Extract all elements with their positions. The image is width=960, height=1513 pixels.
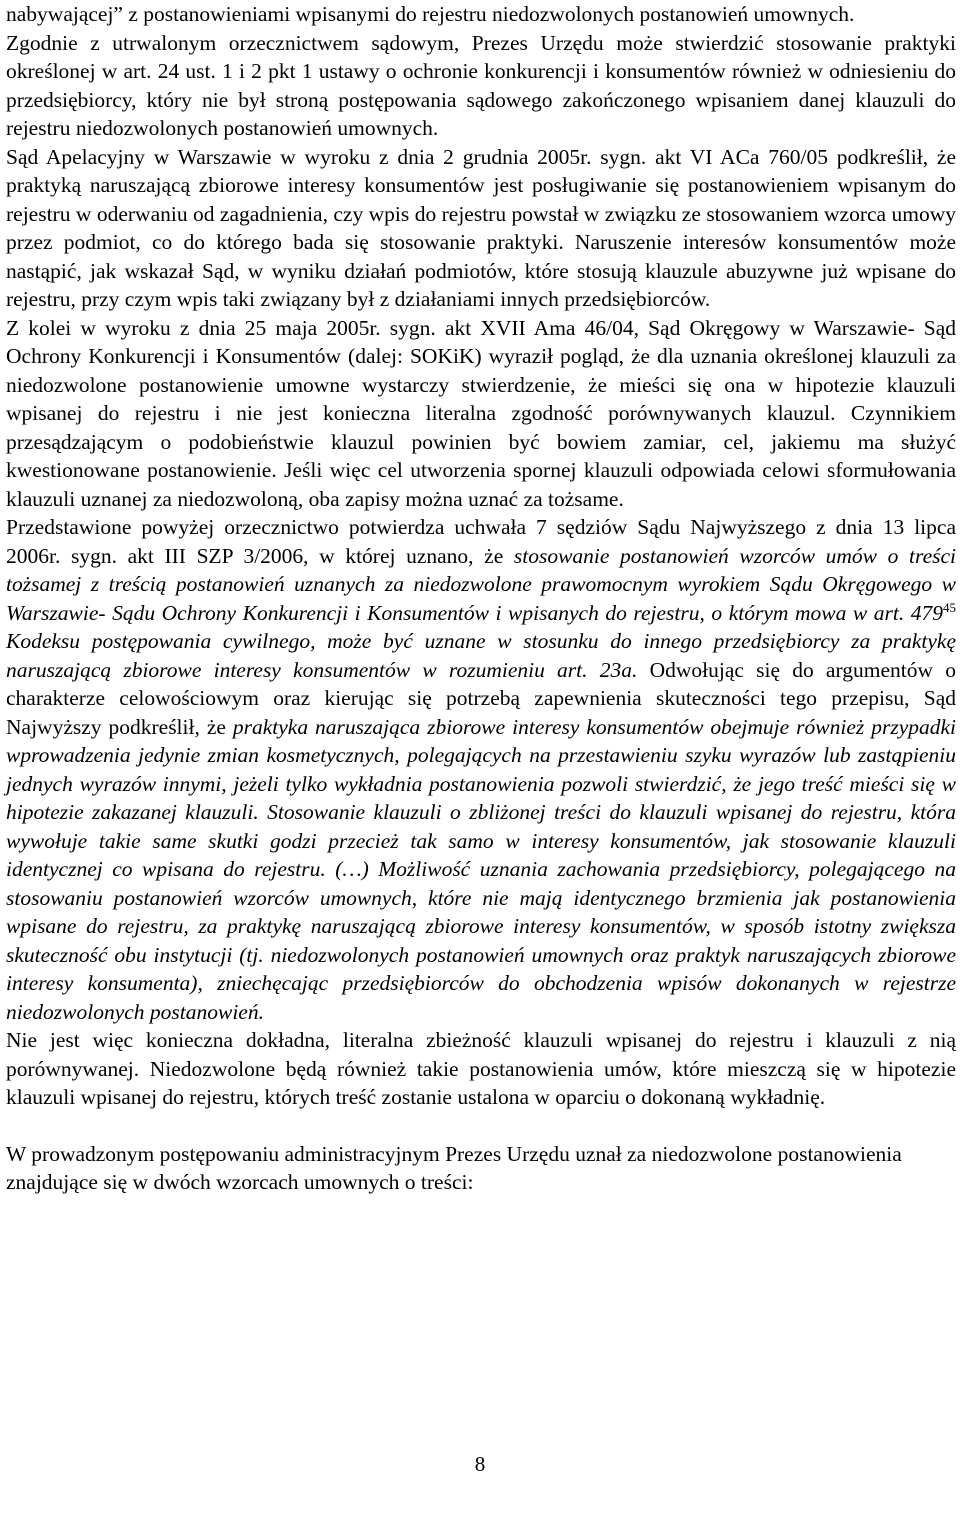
paragraph-proceedings: W prowadzonym postępowaniu administracyjnym Prezes Urzędu uznał za niedozwolone postanowienia znajdujące się w dwóch wzorcach umownych o treści:: [6, 1141, 902, 1194]
quote-supreme-court: praktyka naruszająca zbiorowe interesy konsumentów obejmuje również przypadki wprowadzenia jedynie zmian kosmetycznych, polegających na przestawieniu szyku wyrazów lub zastąpieniu jednych wyrazów innymi, jeżeli tylko wykładnia postanowienia pozwoli stwierdzić, że jego treść mieści się w hipotezie zakazanej klauzuli. Stosowanie klauzuli o zbliżonej treści do klauzuli wpisanej do rejestru, która wywołuje takie same skutki godzi przecież tak samo w interesy konsumentów, jak stosowanie klauzuli identycznej co wpisana do rejestru. (…) Możliwość uznania zachowania przedsiębiorcy, polegającego na stosowaniu postanowień wzorców umownych, które nie mają identycznego brzmienia jak postanowienia wpisane do rejestru, za praktykę naruszającą zbiorowe interesy konsumentów, w sposób istotny zwiększa skuteczność obu instytucji (tj. niedozwolonych postanowień umownych oraz praktyk naruszających zbiorowe interesy konsumenta), zniechęcając przedsiębiorców do obchodzenia wpisów dokonanych w rejestrze niedozwolonych postanowień.: [6, 714, 956, 1024]
quote-resolution: stosowanie postanowień wzorców umów o treści tożsamej z treścią postanowień uznanych za niedozwolone prawomocnym wyrokiem Sądu Okręgowego w Warszawie- Sądu Ochrony Konkurencji i Konsumentów i wpisanych do rejestru, o którym mowa w art. 479: [6, 543, 956, 625]
text-run: Odwołując się do argumentów o charakterze celowościowym oraz kierując się potrzebą zapewnienia skuteczności tego przepisu, Sąd Najwyższy podkreślił, że: [6, 657, 956, 739]
paragraph-continuation: nabywającej” z postanowieniami wpisanymi do rejestru niedozwolonych postanowień umownych.: [6, 2, 855, 26]
superscript-article-number: 45: [943, 599, 956, 615]
paragraph-supreme-court: [6, 513, 956, 1026]
document-body: [6, 0, 956, 1197]
page-number: 8: [474, 1452, 486, 1476]
text-run: Przedstawione powyżej orzecznictwo potwierdza uchwała 7 sędziów Sądu Najwyższego z dnia 13 lipca 2006r. sygn. akt III SZP 3/2006, w której uznano, że: [6, 515, 956, 568]
paragraph-case-law-intro: Zgodnie z utrwalonym orzecznictwem sądowym, Prezes Urzędu może stwierdzić stosowanie praktyki określonej w art. 24 ust. 1 i 2 pkt 1 ustawy o ochronie konkurencji i konsumentów również w odniesieniu do przedsiębiorcy, który nie był stroną postępowania sądowego zakończonego wpisaniem danej klauzuli do rejestru niedozwolonych postanowień umownych.: [6, 30, 956, 140]
paragraph-conclusion: Nie jest więc konieczna dokładna, literalna zbieżność klauzuli wpisanej do rejestru i klauzuli z nią porównywanej. Niedozwolone będą również takie postanowienia umów, które mieszczą się w hipotezie klauzuli wpisanej do rejestru, których treść zostanie ustalona w oparciu o dokonaną wykładnię.: [6, 1028, 956, 1109]
quote-resolution-continued: Kodeksu postępowania cywilnego, może być uznane w stosunku do innego przedsiębiorcy za praktykę naruszającą zbiorowe interesy konsumentów w rozumieniu art. 23a.: [6, 629, 956, 682]
paragraph-district-court: Z kolei w wyroku z dnia 25 maja 2005r. sygn. akt XVII Ama 46/04, Sąd Okręgowy w Warszawie- Sąd Ochrony Konkurencji i Konsumentów (dalej: SOKiK) wyraził pogląd, że dla uznania określonej klauzuli za niedozwolone postanowienie umowne wystarczy stwierdzenie, że mieści się ona w hipotezie klauzuli wpisanej do rejestru i nie jest konieczna literalna zgodność porównywanych klauzul. Czynnikiem przesądzającym o podobieństwie klauzul powinien być bowiem zamiar, cel, jakiemu ma służyć kwestionowane postanowienie. Jeśli więc cel utworzenia spornej klauzuli odpowiada celowi sformułowania klauzuli uznanej za niedozwoloną, oba zapisy można uznać za tożsame.: [6, 315, 956, 511]
paragraph-appeal-court: Sąd Apelacyjny w Warszawie w wyroku z dnia 2 grudnia 2005r. sygn. akt VI ACa 760/05 podkreślił, że praktyką naruszającą zbiorowe interesy konsumentów jest posługiwanie się postanowieniem wpisanym do rejestru w oderwaniu od zagadnienia, czy wpis do rejestru powstał w związku ze stosowaniem wzorca umowy przez podmiot, co do którego bada się stosowanie praktyki. Naruszenie interesów konsumentów może nastąpić, jak wskazał Sąd, w wyniku działań podmiotów, które stosują klauzule abuzywne już wpisane do rejestru, przy czym wpis taki związany był z działaniami innych przedsiębiorców.: [6, 144, 956, 311]
